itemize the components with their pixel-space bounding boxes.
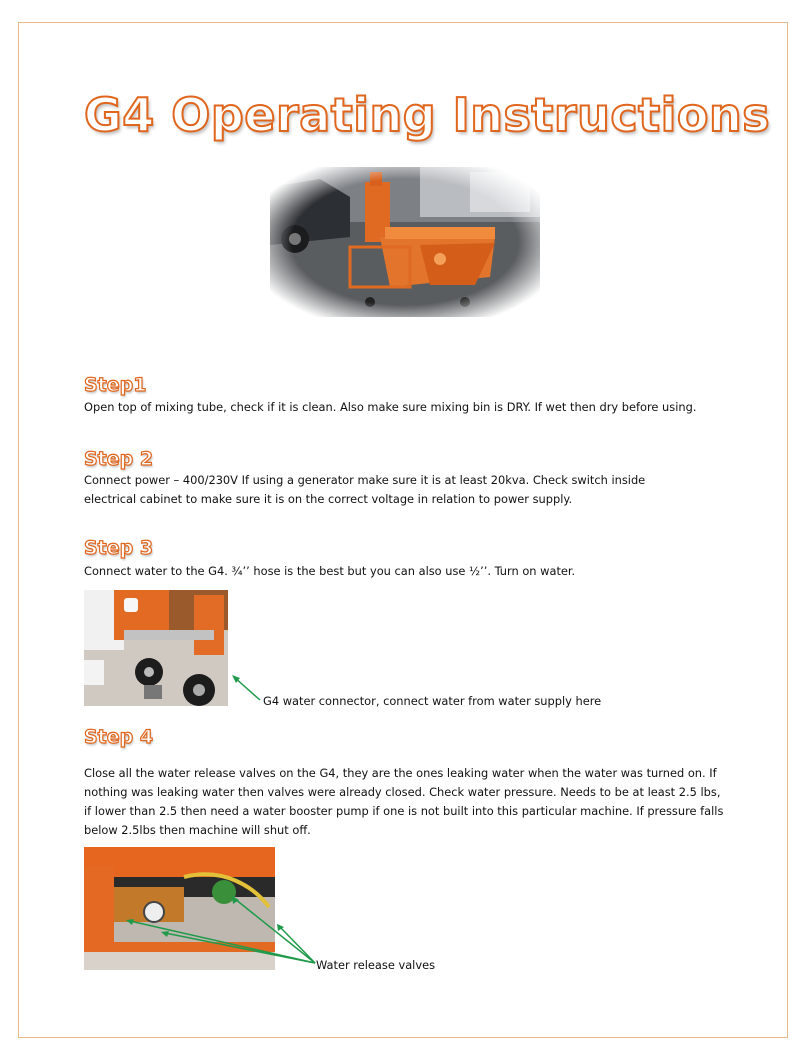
step-2-text: Connect power – 400/230V If using a generator make sure it is at least 20kva. Check switch inside electrical cabinet to make sure it is on the correct voltage in relation to power supply. — [84, 473, 646, 506]
step-3-text: Connect water to the G4. ¾’’ hose is the best but you can also use ½’’. Turn on water. — [84, 564, 576, 578]
page-title: G4 Operating Instructions — [84, 88, 771, 142]
step-4-heading: Step 4 — [84, 726, 154, 748]
step-1-text: Open top of mixing tube, check if it is clean. Also make sure mixing bin is DRY. If wet then dry before using. — [84, 400, 697, 414]
water-connector-photo — [84, 590, 228, 706]
water-connector-arrow — [228, 672, 264, 704]
water-valves-arrows — [120, 895, 320, 975]
water-valves-caption: Water release valves — [316, 958, 436, 972]
hero-machine-photo — [270, 167, 540, 317]
step-3-heading: Step 3 — [84, 537, 154, 559]
step-1-heading: Step1 — [84, 374, 147, 396]
water-connector-caption: G4 water connector, connect water from water supply here — [263, 694, 602, 708]
step-2-heading: Step 2 — [84, 448, 154, 470]
step-4-text: Close all the water release valves on the G4, they are the ones leaking water when the water was turned on. If nothing was leaking water then valves were already closed. Check water pressure. Needs to be at least 2.5 lbs, if lower than 2.5 then need a water booster pump if one is not built into this particular machine. If pressure falls below 2.5lbs then machine will shut off. — [84, 766, 724, 837]
